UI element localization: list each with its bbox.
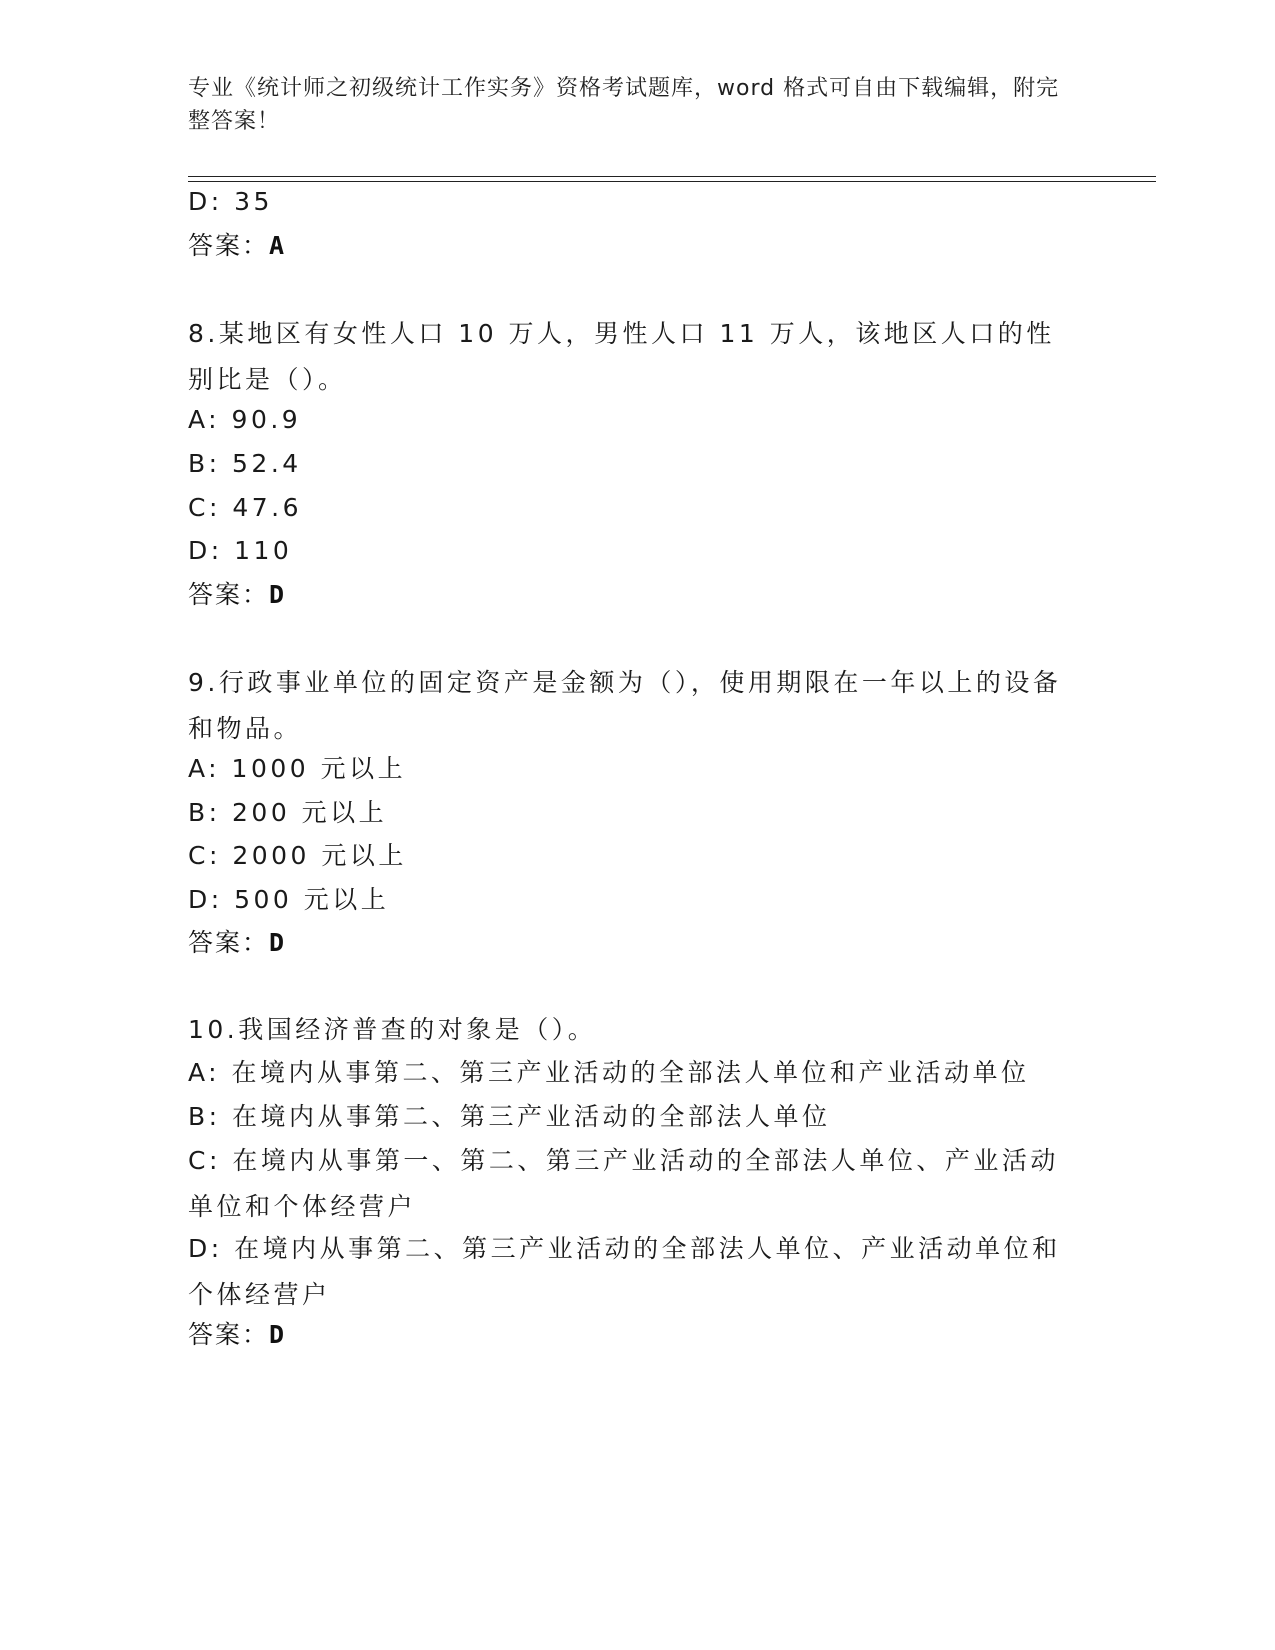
answer-label: 答案： <box>188 1320 270 1349</box>
answer-label: 答案： <box>188 580 270 609</box>
header-rule-top <box>188 176 1156 177</box>
question-8-option-a: A: 90.9 <box>188 405 302 434</box>
answer-value: D <box>269 580 287 609</box>
page-header: 专业《统计师之初级统计工作实务》资格考试题库，word 格式可自由下载编辑，附完整答案！ <box>188 76 1060 134</box>
question-8-option-c: C: 47.6 <box>188 493 302 522</box>
answer-value: D <box>269 1320 287 1349</box>
question-8-stem: 8.某地区有女性人口 10 万人，男性人口 11 万人，该地区人口的性别比是（）。 <box>188 319 1055 394</box>
question-9-option-a: A: 1000 元以上 <box>188 754 407 783</box>
prev-answer <box>188 228 286 264</box>
question-9-option-b: B: 200 元以上 <box>188 798 388 827</box>
answer-label: 答案： <box>188 928 270 957</box>
answer-label: 答案： <box>188 231 270 260</box>
question-10-stem: 10.我国经济普查的对象是（）。 <box>188 1015 597 1044</box>
question-10-option-b: B: 在境内从事第二、第三产业活动的全部法人单位 <box>188 1102 831 1131</box>
answer-value: A <box>269 231 287 260</box>
question-10-option-d: D: 在境内从事第二、第三产业活动的全部法人单位、产业活动单位和个体经营户 <box>188 1234 1061 1309</box>
question-10-option-c: C: 在境内从事第一、第二、第三产业活动的全部法人单位、产业活动单位和个体经营户 <box>188 1146 1059 1221</box>
header-rule-bottom <box>188 181 1156 182</box>
question-10-option-a: A: 在境内从事第二、第三产业活动的全部法人单位和产业活动单位 <box>188 1058 1030 1087</box>
question-9-stem: 9.行政事业单位的固定资产是金额为（），使用期限在一年以上的设备和物品。 <box>188 668 1062 743</box>
question-8-option-d: D: 110 <box>188 536 293 565</box>
answer-value: D <box>269 928 287 957</box>
question-8-option-b: B: 52.4 <box>188 449 302 478</box>
question-9-answer <box>188 925 286 961</box>
question-10-answer <box>188 1317 286 1353</box>
question-9-option-d: D: 500 元以上 <box>188 885 390 914</box>
prev-option-d: D: 35 <box>188 187 273 216</box>
question-8-answer <box>188 577 286 613</box>
question-9-option-c: C: 2000 元以上 <box>188 841 407 870</box>
